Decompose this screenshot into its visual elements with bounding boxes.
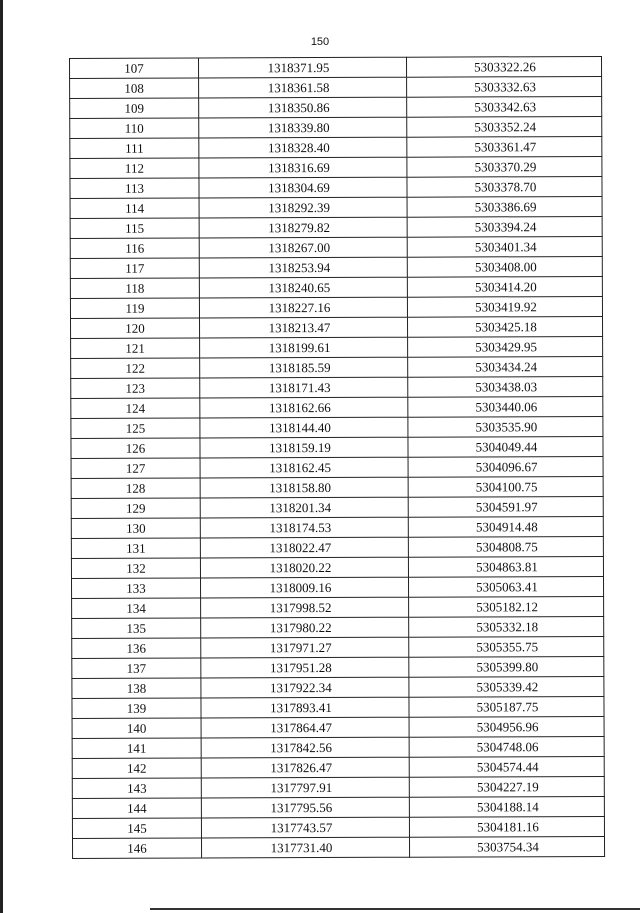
table-row [71, 376, 603, 398]
table-row [70, 96, 602, 118]
x-coordinate-cell: 1318328.40 [199, 137, 407, 158]
y-coordinate-cell: 5303754.34 [409, 836, 604, 857]
point-number-cell: 110 [70, 118, 199, 138]
point-number-cell: 131 [71, 538, 200, 558]
table-row [72, 616, 604, 638]
y-coordinate-cell: 5303429.95 [408, 336, 603, 357]
point-number-cell: 136 [72, 638, 201, 658]
y-coordinate-cell: 5304096.67 [408, 456, 603, 477]
point-number-cell: 122 [71, 358, 200, 378]
y-coordinate-cell: 5303414.20 [407, 276, 602, 297]
x-coordinate-cell: 1318162.66 [200, 397, 408, 418]
table-row [71, 356, 603, 378]
point-number-cell: 129 [71, 498, 200, 518]
point-number-cell: 124 [71, 398, 200, 418]
point-number-cell: 112 [70, 158, 199, 178]
x-coordinate-cell: 1318009.16 [200, 577, 408, 598]
y-coordinate-cell: 5304914.48 [408, 516, 603, 537]
x-coordinate-cell: 1318201.34 [200, 497, 408, 518]
page-edge-bottom [150, 908, 640, 910]
point-number-cell: 135 [72, 618, 201, 638]
table-row [72, 756, 604, 778]
point-number-cell: 143 [72, 778, 201, 798]
x-coordinate-cell: 1317842.56 [201, 737, 409, 758]
x-coordinate-cell: 1317971.27 [201, 637, 409, 658]
table-row [70, 216, 602, 238]
point-number-cell: 113 [70, 178, 199, 198]
x-coordinate-cell: 1318350.86 [199, 97, 407, 118]
point-number-cell: 121 [71, 338, 200, 358]
point-number-cell: 116 [70, 238, 199, 258]
table-row [72, 796, 604, 818]
table-row [72, 636, 604, 658]
table-row [71, 556, 603, 578]
table-row [70, 236, 602, 258]
table-row [70, 116, 602, 138]
table-row [72, 716, 604, 738]
y-coordinate-cell: 5304181.16 [409, 816, 604, 837]
x-coordinate-cell: 1318253.94 [199, 257, 407, 278]
point-number-cell: 138 [72, 678, 201, 698]
point-number-cell: 142 [72, 758, 201, 778]
table-row [72, 696, 604, 718]
x-coordinate-cell: 1317797.91 [201, 777, 409, 798]
y-coordinate-cell: 5303419.92 [407, 296, 602, 317]
point-number-cell: 127 [71, 458, 200, 478]
point-number-cell: 128 [71, 478, 200, 498]
x-coordinate-cell: 1317795.56 [201, 797, 409, 818]
x-coordinate-cell: 1318361.58 [199, 77, 407, 98]
y-coordinate-cell: 5303401.34 [407, 236, 602, 257]
x-coordinate-cell: 1318185.59 [200, 357, 408, 378]
table-row [72, 836, 604, 858]
y-coordinate-cell: 5303378.70 [407, 176, 602, 197]
y-coordinate-cell: 5303361.47 [407, 136, 602, 157]
point-number-cell: 139 [72, 698, 201, 718]
y-coordinate-cell: 5303386.69 [407, 196, 602, 217]
y-coordinate-cell: 5303370.29 [407, 156, 602, 177]
table-row [71, 436, 603, 458]
y-coordinate-cell: 5303394.24 [407, 216, 602, 237]
y-coordinate-cell: 5303342.63 [407, 96, 602, 117]
point-number-cell: 133 [71, 578, 200, 598]
table-row [72, 816, 604, 838]
table-row [70, 256, 602, 278]
x-coordinate-cell: 1318020.22 [200, 557, 408, 578]
point-number-cell: 141 [72, 738, 201, 758]
y-coordinate-cell: 5303438.03 [408, 376, 603, 397]
table-row [70, 156, 602, 178]
table-row [70, 196, 602, 218]
point-number-cell: 109 [70, 98, 199, 118]
x-coordinate-cell: 1318279.82 [199, 217, 407, 238]
point-number-cell: 144 [72, 798, 201, 818]
x-coordinate-cell: 1317893.41 [201, 697, 409, 718]
x-coordinate-cell: 1318199.61 [200, 337, 408, 358]
y-coordinate-cell: 5304227.19 [409, 776, 604, 797]
y-coordinate-cell: 5303332.63 [407, 76, 602, 97]
y-coordinate-cell: 5303408.00 [407, 256, 602, 277]
point-number-cell: 118 [70, 278, 199, 298]
point-number-cell: 114 [70, 198, 199, 218]
x-coordinate-cell: 1317980.22 [201, 617, 409, 638]
table-row [72, 596, 604, 618]
x-coordinate-cell: 1317864.47 [201, 717, 409, 738]
table-row [71, 516, 603, 538]
y-coordinate-cell: 5304574.44 [409, 756, 604, 777]
table-row [72, 776, 604, 798]
page-edge-left [0, 0, 3, 913]
table-row [71, 416, 603, 438]
y-coordinate-cell: 5304956.96 [409, 716, 604, 737]
x-coordinate-cell: 1318159.19 [200, 437, 408, 458]
x-coordinate-cell: 1318316.69 [199, 157, 407, 178]
x-coordinate-cell: 1318267.00 [199, 237, 407, 258]
x-coordinate-cell: 1318339.80 [199, 117, 407, 138]
point-number-cell: 125 [71, 418, 200, 438]
y-coordinate-cell: 5305182.12 [409, 596, 604, 617]
x-coordinate-cell: 1317998.52 [201, 597, 409, 618]
table-row [71, 396, 603, 418]
x-coordinate-cell: 1317826.47 [201, 757, 409, 778]
point-number-cell: 120 [71, 318, 200, 338]
y-coordinate-cell: 5304188.14 [409, 796, 604, 817]
y-coordinate-cell: 5304100.75 [408, 476, 603, 497]
x-coordinate-cell: 1318292.39 [199, 197, 407, 218]
y-coordinate-cell: 5305332.18 [409, 616, 604, 637]
y-coordinate-cell: 5305399.80 [409, 656, 604, 677]
point-number-cell: 117 [70, 258, 199, 278]
point-number-cell: 146 [72, 838, 201, 858]
point-number-cell: 115 [70, 218, 199, 238]
y-coordinate-cell: 5305339.42 [409, 676, 604, 697]
y-coordinate-cell: 5303535.90 [408, 416, 603, 437]
x-coordinate-cell: 1318304.69 [199, 177, 407, 198]
point-number-cell: 137 [72, 658, 201, 678]
point-number-cell: 140 [72, 718, 201, 738]
x-coordinate-cell: 1318162.45 [200, 457, 408, 478]
point-number-cell: 145 [72, 818, 201, 838]
x-coordinate-cell: 1318022.47 [200, 537, 408, 558]
coordinate-table-body [70, 56, 605, 858]
y-coordinate-cell: 5305063.41 [408, 576, 603, 597]
table-row [70, 276, 602, 298]
page-number: 150 [310, 36, 330, 48]
y-coordinate-cell: 5303352.24 [407, 116, 602, 137]
y-coordinate-cell: 5304591.97 [408, 496, 603, 517]
x-coordinate-cell: 1317922.34 [201, 677, 409, 698]
table-row [71, 476, 603, 498]
x-coordinate-cell: 1317951.28 [201, 657, 409, 678]
point-number-cell: 134 [72, 598, 201, 618]
y-coordinate-cell: 5303434.24 [408, 356, 603, 377]
y-coordinate-cell: 5303425.18 [407, 316, 602, 337]
x-coordinate-cell: 1318371.95 [199, 57, 407, 78]
table-row [71, 536, 603, 558]
y-coordinate-cell: 5304808.75 [408, 536, 603, 557]
y-coordinate-cell: 5303440.06 [408, 396, 603, 417]
point-number-cell: 119 [70, 298, 199, 318]
table-row [70, 176, 602, 198]
y-coordinate-cell: 5305355.75 [409, 636, 604, 657]
point-number-cell: 108 [70, 78, 199, 98]
table-row [71, 576, 603, 598]
x-coordinate-cell: 1317743.57 [201, 817, 409, 838]
table-row [71, 496, 603, 518]
y-coordinate-cell: 5304863.81 [408, 556, 603, 577]
table-row [71, 456, 603, 478]
table-row [72, 676, 604, 698]
coordinate-table [69, 56, 605, 859]
table-row [70, 296, 602, 318]
point-number-cell: 111 [70, 138, 199, 158]
point-number-cell: 123 [71, 378, 200, 398]
table-row [72, 736, 604, 758]
table-row [70, 136, 602, 158]
x-coordinate-cell: 1318174.53 [200, 517, 408, 538]
table-row [71, 336, 603, 358]
x-coordinate-cell: 1318227.16 [199, 297, 407, 318]
y-coordinate-cell: 5304748.06 [409, 736, 604, 757]
x-coordinate-cell: 1318158.80 [200, 477, 408, 498]
x-coordinate-cell: 1318171.43 [200, 377, 408, 398]
y-coordinate-cell: 5303322.26 [406, 56, 601, 77]
point-number-cell: 132 [71, 558, 200, 578]
y-coordinate-cell: 5305187.75 [409, 696, 604, 717]
x-coordinate-cell: 1317731.40 [201, 837, 409, 858]
table-row [70, 76, 602, 98]
x-coordinate-cell: 1318144.40 [200, 417, 408, 438]
point-number-cell: 107 [70, 58, 199, 78]
point-number-cell: 130 [71, 518, 200, 538]
x-coordinate-cell: 1318213.47 [199, 317, 407, 338]
table-row [70, 56, 602, 78]
y-coordinate-cell: 5304049.44 [408, 436, 603, 457]
table-row [71, 316, 603, 338]
x-coordinate-cell: 1318240.65 [199, 277, 407, 298]
table-row [72, 656, 604, 678]
point-number-cell: 126 [71, 438, 200, 458]
